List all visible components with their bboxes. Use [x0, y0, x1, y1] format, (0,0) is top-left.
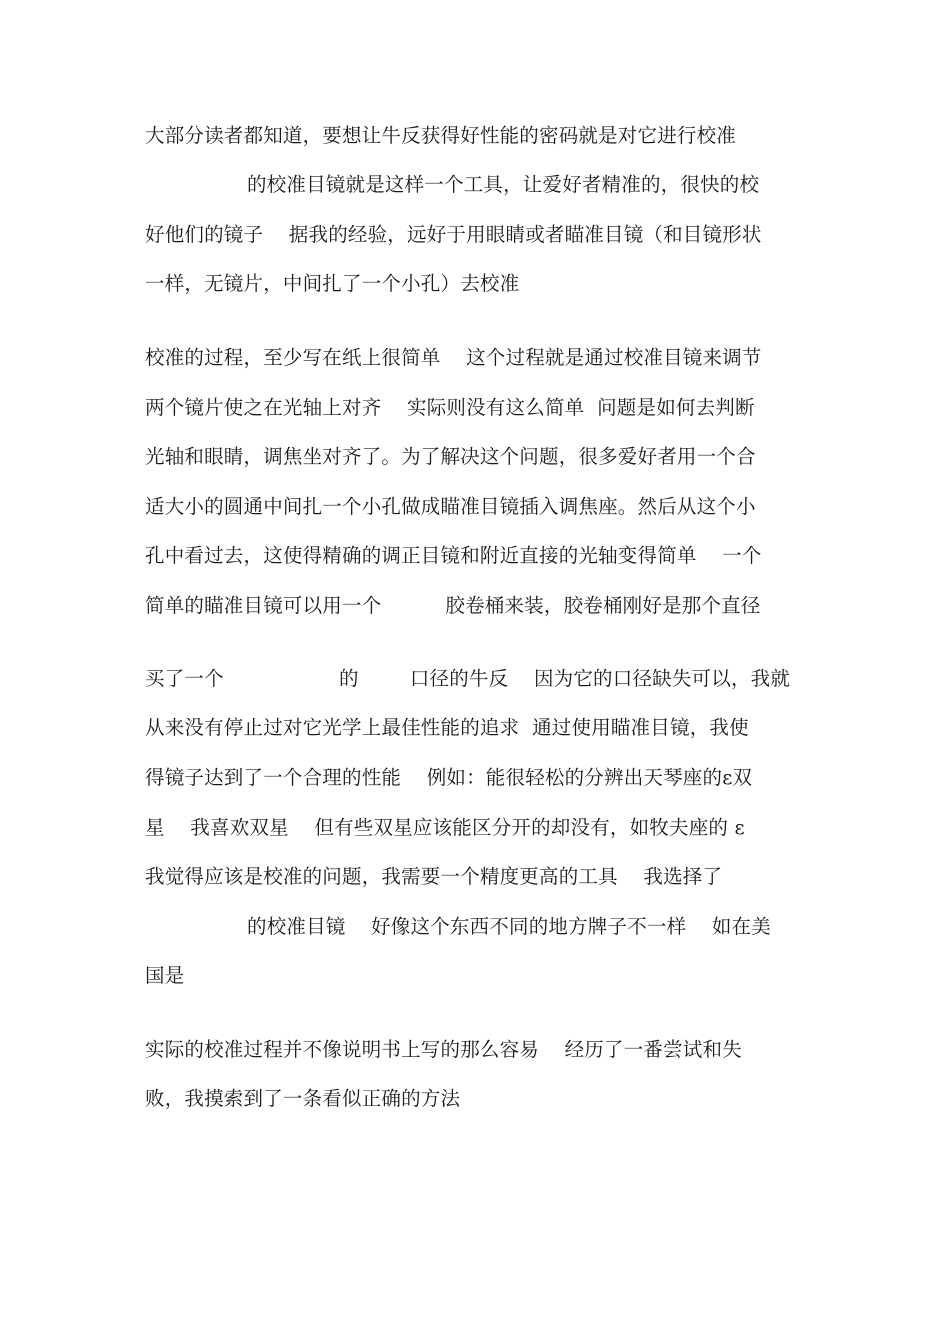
text-line: 星 我喜欢双星 但有些双星应该能区分开的却没有，如牧夫座的 ε	[145, 816, 745, 839]
text-line: 我觉得应该是校准的问题，我需要一个精度更高的工具 我选择了	[145, 865, 723, 888]
text-line: 简单的瞄准目镜可以用一个 胶卷桶来装，胶卷桶刚好是那个直径	[145, 594, 761, 617]
text-line: 的校准目镜就是这样一个工具，让爱好者精准的，很快的校	[247, 173, 760, 196]
text-line: 的校准目镜 好像这个东西不同的地方牌子不一样 如在美	[247, 915, 771, 938]
text-line: 孔中看过去，这使得精确的调正目镜和附近直接的光轴变得简单 一个	[145, 544, 762, 567]
text-line: 光轴和眼睛，调焦坐对齐了。为了解决这个问题，很多爱好者用一个合	[145, 445, 756, 468]
text-line: 实际的校准过程并不像说明书上写的那么容易 经历了一番尝试和失	[145, 1038, 742, 1061]
text-line: 买了一个 的 口径的牛反 因为它的口径缺失可以，我就	[145, 667, 791, 690]
text-line: 国是	[145, 964, 185, 987]
text-line: 败，我摸索到了一条看似正确的方法	[145, 1087, 461, 1110]
text-line: 适大小的圆通中间扎一个小孔做成瞄准目镜插入调焦座。然后从这个小	[145, 495, 756, 518]
text-line: 从来没有停止过对它光学上最佳性能的追求 通过使用瞄准目镜，我使	[145, 716, 749, 739]
text-line: 大部分读者都知道，要想让牛反获得好性能的密码就是对它进行校准	[145, 124, 737, 147]
text-line: 一样，无镜片，中间扎了一个小孔）去校准	[145, 272, 520, 295]
text-line: 校准的过程，至少写在纸上很简单 这个过程就是通过校准目镜来调节	[145, 346, 762, 369]
text-line: 好他们的镜子 据我的经验，远好于用眼睛或者瞄准目镜（和目镜形状	[145, 223, 762, 246]
text-line: 两个镜片使之在光轴上对齐 实际则没有这么简单 问题是如何去判断	[145, 396, 755, 419]
text-line: 得镜子达到了一个合理的性能 例如：能很轻松的分辨出天琴座的ε双	[145, 766, 753, 789]
